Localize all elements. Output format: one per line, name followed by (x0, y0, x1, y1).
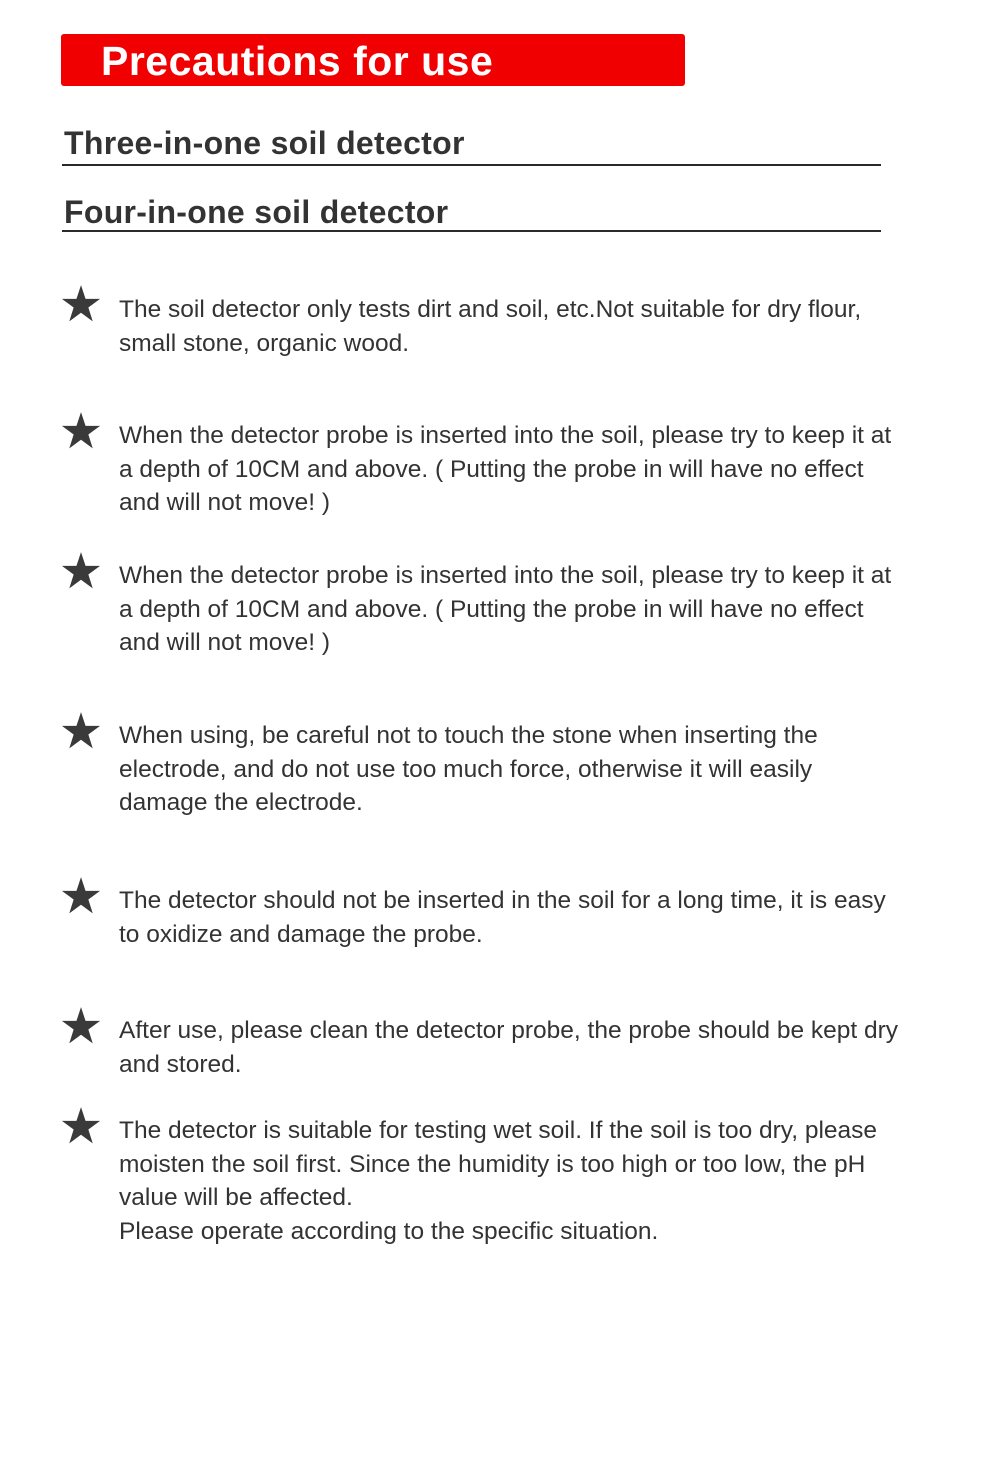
precaution-text: When the detector probe is inserted into the soil, please try to keep it at a depth of 10CM and above. ( Putting the probe in will have no effect and will not move! ) (119, 562, 892, 656)
star-icon (60, 283, 102, 325)
star-icon (60, 710, 102, 752)
star-icon (60, 1105, 102, 1147)
star-icon (60, 1005, 102, 1047)
star-icon (60, 410, 102, 452)
product-heading-label: Four-in-one soil detector (64, 194, 449, 230)
star-icon (60, 550, 102, 592)
precaution-text: The detector should not be inserted in the soil for a long time, it is easy to oxidize and damage the probe. (119, 887, 886, 948)
precaution-text: The soil detector only tests dirt and soil, etc.Not suitable for dry flour, small stone, organic wood. (119, 296, 862, 357)
product-heading-four-in-one (62, 194, 881, 232)
precaution-text: When using, be careful not to touch the stone when inserting the electrode, and do not use too much force, otherwise it will easily damage the electrode. (119, 722, 818, 816)
precaution-text: After use, please clean the detector probe, the probe should be kept dry and stored. (119, 1017, 899, 1078)
page-title: Precautions for use (101, 38, 494, 84)
title-banner (61, 34, 685, 86)
precaution-text: The detector is suitable for testing wet soil. If the soil is too dry, please moisten the soil first. Since the humidity is too high or too low, the pH value will be affected. Please operate according to the specific situation. (119, 1117, 878, 1245)
precaution-text: When the detector probe is inserted into the soil, please try to keep it at a depth of 10CM and above. ( Putting the probe in will have no effect and will not move! ) (119, 422, 892, 516)
product-heading-three-in-one (62, 125, 881, 166)
star-icon (60, 875, 102, 917)
product-heading-label: Three-in-one soil detector (64, 125, 465, 161)
